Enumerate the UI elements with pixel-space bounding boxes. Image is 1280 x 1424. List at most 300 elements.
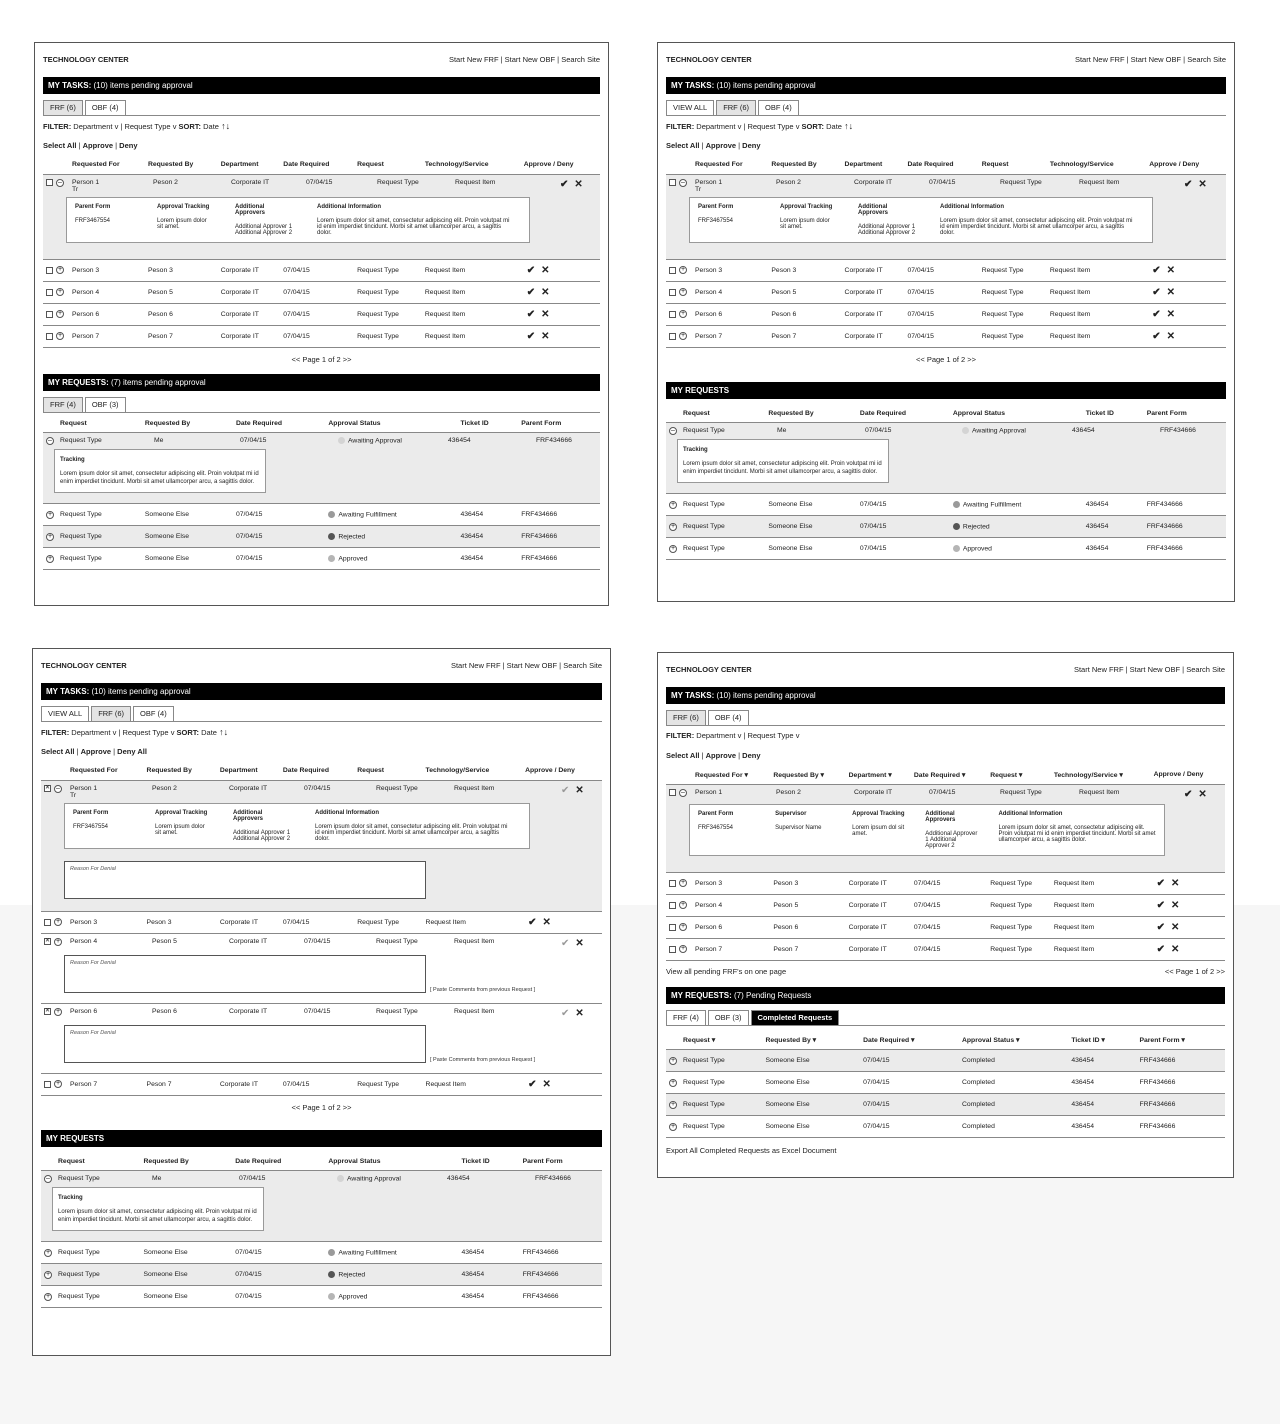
tab-frf[interactable]: FRF (6) [666, 710, 706, 725]
x-icon[interactable]: ✕ [542, 1078, 551, 1090]
prev-page[interactable]: << [291, 354, 301, 364]
tab-frf[interactable]: FRF (6) [716, 100, 756, 115]
ticket-id: 436454 [1083, 516, 1144, 538]
x-icon[interactable]: ✕ [541, 264, 550, 276]
requested-by: Someone Else [762, 1050, 860, 1072]
checkmark-icon[interactable]: ✔ [526, 308, 536, 320]
approval-status: Rejected [325, 1264, 458, 1286]
tab-view-all[interactable]: VIEW ALL [666, 100, 714, 115]
x-icon[interactable]: ✕ [1166, 330, 1176, 342]
parent-form: FRF434666 [1136, 1072, 1225, 1094]
export-link[interactable]: Export All Completed Requests as Excel Document [666, 1146, 837, 1155]
requested-by: Peson 3 [768, 259, 841, 281]
col-requested-by: Requested By [765, 405, 857, 423]
search-site-link[interactable]: Search Site [563, 660, 602, 670]
approval-tracking-value: Lorem ipsum dolor sit amet. [155, 823, 205, 836]
checkmark-icon[interactable]: ✔ [526, 264, 536, 276]
row-checkbox[interactable] [669, 333, 676, 340]
checkmark-icon[interactable]: ✔ [528, 916, 537, 928]
start-obf-link[interactable]: Start New OBF [1129, 664, 1181, 674]
requested-for: Person 3 [67, 911, 144, 933]
request: Request Type [987, 916, 1051, 938]
deny-link[interactable]: Deny [742, 141, 761, 150]
row-checkbox[interactable] [669, 880, 676, 887]
requested-by: Peson 6 [145, 303, 218, 325]
tab-frf[interactable]: FRF (6) [91, 706, 131, 721]
plus-circle-icon[interactable]: + [55, 1007, 61, 1015]
checkmark-icon[interactable]: ✔ [526, 286, 536, 298]
request-type-filter[interactable] [747, 122, 799, 131]
task-tabs [666, 97, 1226, 116]
checkmark-icon[interactable]: ✔ [1152, 330, 1161, 342]
requested-by: Someone Else [142, 526, 233, 548]
col-technology[interactable]: Technology/Service ▾ [1051, 766, 1151, 784]
page-indicator: Page 1 of 2 [302, 354, 341, 364]
plus-circle-icon[interactable]: + [680, 310, 686, 317]
col-date-required[interactable]: Date Required ▾ [860, 1032, 959, 1050]
x-icon[interactable]: ✕ [574, 178, 583, 190]
x-icon[interactable]: ✕ [575, 1007, 584, 1019]
requested-for: Person 3 [69, 259, 145, 281]
department: Corporate IT [842, 303, 905, 325]
tasks-header-row [666, 766, 1225, 784]
tracking-text: Lorem ipsum dolor sit amet, consectetur adipiscing elit. Proin volutpat mi id enim imperdiet tincidunt. Morbi sit amet ullamcorper arcu, a sagittis dolor. [58, 1209, 257, 1223]
col-requested-by[interactable]: Requested By ▾ [770, 766, 845, 784]
table-row [43, 433, 600, 504]
checkmark-icon[interactable]: ✔ [1156, 921, 1165, 933]
task-tabs [666, 707, 1225, 726]
plus-circle-icon[interactable]: + [670, 544, 676, 552]
sort-date[interactable]: Date [826, 122, 842, 131]
additional-info [940, 204, 1136, 236]
requests-table [43, 415, 600, 571]
x-icon[interactable]: ✕ [1166, 264, 1176, 276]
col-parent-form[interactable]: Parent Form ▾ [1136, 1032, 1225, 1050]
col-requested-by[interactable]: Requested By ▾ [762, 1032, 860, 1050]
my-tasks-bar [666, 77, 1226, 94]
plus-circle-icon[interactable]: + [670, 500, 676, 508]
row-checkbox[interactable] [669, 902, 676, 909]
plus-circle-icon[interactable]: + [45, 1248, 51, 1256]
requested-for: Person 6 [69, 303, 145, 325]
approval-tracking [155, 810, 211, 842]
select-all-link[interactable]: Select All [666, 141, 700, 150]
row-checkbox[interactable] [46, 289, 53, 296]
col-request[interactable]: Request ▾ [680, 1032, 762, 1050]
my-requests-title: MY REQUESTS: [48, 377, 109, 387]
table-row [666, 174, 1226, 259]
plus-circle-icon[interactable]: + [680, 923, 686, 930]
x-icon[interactable]: ✕ [541, 330, 550, 342]
status-dot [328, 1249, 335, 1256]
date-required: 07/04/15 [304, 1007, 331, 1015]
plus-circle-icon[interactable]: + [680, 332, 686, 339]
tab-obf[interactable]: OBF (4) [758, 100, 799, 115]
row-checkbox[interactable] [46, 311, 53, 318]
table-row [41, 1171, 602, 1242]
col-ticket-id: Ticket ID [1083, 405, 1144, 423]
requested-for: Person 7 [692, 938, 770, 960]
plus-circle-icon[interactable]: + [680, 879, 686, 886]
row-checkbox[interactable] [46, 267, 53, 274]
plus-circle-icon[interactable]: + [680, 266, 686, 273]
table-row [41, 933, 602, 1003]
col-request: Request [680, 405, 765, 423]
row-checkbox-denied[interactable]: ✕ [45, 938, 51, 944]
checkmark-icon[interactable]: ✔ [560, 178, 569, 190]
status-dot [328, 533, 335, 540]
paste-comments-link[interactable]: [ Paste Comments from previous Request ] [430, 986, 536, 993]
request-type-filter[interactable] [124, 122, 176, 131]
row-checkbox[interactable] [669, 311, 676, 318]
select-all-link[interactable]: Select All [666, 751, 700, 760]
plus-circle-icon[interactable]: + [670, 1122, 676, 1130]
parent-form: FRF434666 [1136, 1050, 1225, 1072]
row-checkbox[interactable] [44, 919, 51, 926]
requested-by: Peson 7 [145, 325, 218, 347]
date-required: 07/04/15 [911, 938, 987, 960]
status-dot [953, 501, 960, 508]
next-page[interactable]: >> [342, 354, 352, 364]
col-date-required: Date Required [904, 156, 978, 174]
plus-circle-icon[interactable]: + [47, 532, 53, 540]
plus-circle-icon[interactable]: + [47, 554, 53, 562]
checkmark-icon[interactable]: ✔ [1152, 286, 1161, 298]
approval-status: Awaiting Approval [337, 1175, 447, 1183]
requested-by: Someone Else [141, 1264, 233, 1286]
col-request[interactable]: Request ▾ [987, 766, 1051, 784]
plus-circle-icon[interactable]: + [57, 288, 63, 295]
requested-by: Peson 7 [768, 325, 841, 347]
row-checkbox[interactable] [669, 924, 676, 931]
requested-by: Someone Else [762, 1116, 860, 1138]
col-date-required[interactable]: Date Required ▾ [911, 766, 987, 784]
col-department[interactable]: Department ▾ [846, 766, 911, 784]
status-dot [328, 1271, 335, 1278]
pagination [666, 348, 1226, 372]
app-title: TECHNOLOGY CENTER [43, 54, 129, 64]
deny-link[interactable]: Deny [119, 141, 138, 150]
table-row [666, 894, 1225, 916]
checkmark-icon[interactable]: ✔ [1156, 943, 1165, 955]
tab-obf[interactable]: OBF (3) [708, 1010, 749, 1025]
reason-for-denial-input[interactable]: Reason For Denial [64, 955, 426, 993]
checkmark-icon[interactable]: ✔ [1184, 178, 1193, 190]
row-checkbox[interactable] [669, 179, 676, 186]
request-tabs [43, 394, 600, 413]
department-filter[interactable] [696, 731, 741, 740]
row-checkbox[interactable] [46, 179, 53, 186]
department: Corporate IT [229, 784, 268, 792]
x-icon[interactable]: ✕ [575, 784, 584, 796]
requested-by: Peson 7 [144, 1073, 217, 1095]
x-icon[interactable]: ✕ [541, 286, 550, 298]
top-links: Start New FRF | Start New OBF | Search Site [1074, 54, 1226, 64]
additional-info-heading: Additional Information [315, 809, 379, 816]
date-required: 07/04/15 [911, 916, 987, 938]
row-checkbox[interactable] [669, 289, 676, 296]
plus-circle-icon[interactable]: + [670, 1078, 676, 1086]
approve-link[interactable]: Approve [705, 751, 737, 760]
minus-circle-icon[interactable]: – [56, 179, 64, 187]
request: Request Type [354, 303, 422, 325]
technology: Request Item [1047, 325, 1146, 347]
wireframe-a [34, 42, 609, 606]
col-date-required: Date Required [232, 1153, 325, 1171]
plus-circle-icon[interactable]: + [55, 937, 61, 945]
row-checkbox[interactable] [669, 946, 676, 953]
sort-date[interactable]: Date [201, 728, 217, 737]
sort-arrows-icon[interactable]: ↑↓ [219, 727, 229, 737]
request: Request Type [680, 1072, 762, 1094]
request: Request Type [987, 872, 1051, 894]
plus-circle-icon[interactable]: + [670, 522, 676, 530]
start-obf-link[interactable]: Start New OBF [504, 54, 556, 64]
supervisor-heading: Supervisor [775, 810, 807, 817]
x-icon[interactable]: ✕ [1170, 921, 1180, 933]
technology: Request Item [1051, 938, 1151, 960]
additional-approvers-heading: Additional Approvers [858, 203, 889, 216]
plus-circle-icon[interactable]: + [57, 310, 63, 317]
requested-by: Someone Else [765, 494, 857, 516]
plus-circle-icon[interactable]: + [680, 945, 686, 952]
date-required: 07/04/15 [860, 1072, 959, 1094]
next-page[interactable]: >> [967, 354, 977, 364]
request: Request Type [1000, 178, 1042, 186]
ticket-id: 436454 [458, 1264, 519, 1286]
row-checkbox[interactable] [669, 789, 676, 796]
checkmark-icon[interactable]: ✔ [561, 937, 570, 949]
x-icon[interactable]: ✕ [1170, 943, 1180, 955]
plus-circle-icon[interactable]: + [55, 918, 61, 925]
prev-page[interactable]: << [291, 1102, 301, 1112]
tab-obf[interactable]: OBF (3) [85, 397, 126, 412]
checkmark-icon[interactable]: ✔ [1156, 899, 1165, 911]
checkmark-icon[interactable]: ✔ [561, 1007, 570, 1019]
checkmark-icon[interactable]: ✔ [1156, 877, 1165, 889]
tab-completed-requests[interactable]: Completed Requests [751, 1010, 840, 1025]
department: Corporate IT [229, 1007, 268, 1015]
row-checkbox[interactable] [46, 333, 53, 340]
request-type-filter[interactable] [747, 731, 799, 740]
x-icon[interactable]: ✕ [542, 916, 551, 928]
plus-circle-icon[interactable]: + [57, 266, 63, 273]
tab-obf[interactable]: OBF (4) [133, 706, 174, 721]
request: Request Type [376, 937, 418, 945]
minus-circle-icon[interactable]: – [679, 179, 687, 187]
technology: Request Item [422, 325, 521, 347]
tab-obf[interactable]: OBF (4) [708, 710, 749, 725]
start-frf-link[interactable]: Start New FRF [448, 54, 499, 64]
approval-status: Awaiting Approval [338, 437, 448, 445]
date-required: 07/04/15 [306, 178, 333, 186]
requested-by: Peson 7 [770, 938, 845, 960]
table-row [666, 516, 1226, 538]
reason-for-denial-input[interactable]: Reason For Denial [64, 861, 426, 899]
tab-obf[interactable]: OBF (4) [85, 100, 126, 115]
table-row [666, 1050, 1225, 1072]
technology: Request Item [422, 259, 521, 281]
department: Corporate IT [846, 938, 911, 960]
col-ticket-id: Ticket ID [458, 1153, 519, 1171]
prev-page[interactable]: << [915, 354, 925, 364]
x-icon[interactable]: ✕ [1198, 788, 1207, 800]
row-checkbox-denied[interactable]: ✕ [45, 1008, 51, 1014]
parent-form: FRF434666 [535, 1175, 571, 1182]
x-icon[interactable]: ✕ [575, 937, 584, 949]
ticket-id: 436454 [458, 1286, 519, 1308]
date-required: 07/04/15 [304, 784, 331, 792]
reason-for-denial-input[interactable]: Reason For Denial [64, 1025, 426, 1063]
next-page[interactable]: >> [1216, 966, 1225, 976]
checkmark-icon[interactable]: ✔ [1184, 788, 1193, 800]
requested-by: Me [152, 1175, 162, 1182]
date-required: 07/04/15 [232, 1286, 325, 1308]
start-obf-link[interactable]: Start New OBF [1130, 54, 1182, 64]
sort-arrows-icon[interactable]: ↑↓ [221, 121, 231, 131]
row-checkbox-denied[interactable]: ✕ [45, 785, 51, 791]
table-row [666, 784, 1225, 872]
plus-circle-icon[interactable]: + [47, 510, 53, 518]
requested-for: Person 1 [695, 788, 723, 796]
sort-label: SORT: [801, 122, 825, 131]
checkmark-icon[interactable]: ✔ [1152, 264, 1161, 276]
filter-label: FILTER: [41, 728, 70, 737]
row-checkbox[interactable] [669, 267, 676, 274]
request: Request Type [680, 1094, 762, 1116]
additional-approvers-heading: Additional Approvers [235, 203, 266, 216]
col-approval-status: Approval Status [950, 405, 1083, 423]
col-parent-form: Parent Form [1144, 405, 1226, 423]
view-all-link[interactable]: View all pending FRF's on one page [666, 966, 787, 976]
department-filter[interactable] [73, 122, 118, 131]
plus-circle-icon[interactable]: + [45, 1292, 51, 1300]
date-required: 07/04/15 [232, 1242, 325, 1264]
col-ticket-id[interactable]: Ticket ID ▾ [1068, 1032, 1136, 1050]
parent-form: FRF434666 [518, 504, 600, 526]
checkmark-icon[interactable]: ✔ [528, 1078, 537, 1090]
page-indicator: Page 1 of 2 [302, 1102, 341, 1112]
start-obf-link[interactable]: Start New OBF [506, 660, 558, 670]
tasks-header-row [43, 156, 600, 174]
parent-form: FRF434666 [1144, 516, 1226, 538]
x-icon[interactable]: ✕ [1166, 308, 1176, 320]
x-icon[interactable]: ✕ [541, 308, 550, 320]
plus-circle-icon[interactable]: + [55, 1080, 61, 1087]
col-approval-status[interactable]: Approval Status ▾ [959, 1032, 1068, 1050]
request: Request Type [55, 1242, 141, 1264]
start-frf-link[interactable]: Start New FRF [1074, 54, 1125, 64]
col-date-required: Date Required [280, 156, 354, 174]
tab-frf[interactable]: FRF (4) [43, 397, 83, 412]
plus-circle-icon[interactable]: + [670, 1056, 676, 1064]
start-frf-link[interactable]: Start New FRF [450, 660, 501, 670]
date-required: 07/04/15 [911, 872, 987, 894]
minus-circle-icon[interactable]: – [669, 427, 677, 435]
department-filter[interactable] [696, 122, 741, 131]
date-required: 07/04/15 [233, 504, 325, 526]
technology: Request Item [422, 303, 521, 325]
row-checkbox[interactable] [44, 1081, 51, 1088]
request-type-filter[interactable] [122, 728, 174, 737]
plus-circle-icon[interactable]: + [680, 288, 686, 295]
request: Request Type [354, 281, 422, 303]
additional-info-value: Lorem ipsum dolor sit amet, consectetur adipiscing elit. Proin volutpat mi id enim imperdiet tincidunt. Morbi sit amet ullamcorper arcu, a sagittis dolor. [940, 217, 1133, 236]
col-requested-for[interactable]: Requested For ▾ [692, 766, 770, 784]
requested-by: Peson 3 [770, 872, 845, 894]
top-links: Start New FRF | Start New OBF | Search Site [450, 660, 602, 670]
plus-circle-icon[interactable]: + [680, 901, 686, 908]
checkmark-icon[interactable]: ✔ [1152, 308, 1161, 320]
parent-form: FRF434666 [1136, 1116, 1225, 1138]
start-frf-link[interactable]: Start New FRF [1073, 664, 1124, 674]
chevron-down-icon: v [112, 728, 117, 737]
department-filter[interactable] [71, 728, 116, 737]
plus-circle-icon[interactable]: + [57, 332, 63, 339]
select-all-link[interactable]: Select All [41, 747, 75, 756]
search-site-link[interactable]: Search Site [1186, 664, 1225, 674]
plus-circle-icon[interactable]: + [670, 1100, 676, 1108]
sort-arrows-icon[interactable]: ↑↓ [844, 121, 854, 131]
sort-date[interactable]: Date [203, 122, 219, 131]
x-icon[interactable]: ✕ [1170, 899, 1180, 911]
table-row [41, 1242, 602, 1264]
approve-link[interactable]: Approve [82, 141, 114, 150]
tab-frf[interactable]: FRF (4) [666, 1010, 706, 1025]
x-icon[interactable]: ✕ [1170, 877, 1180, 889]
deny-link[interactable]: Deny [742, 751, 761, 760]
minus-circle-icon[interactable]: – [679, 789, 687, 797]
x-icon[interactable]: ✕ [1166, 286, 1176, 298]
approve-link[interactable]: Approve [80, 747, 112, 756]
paste-comments-link[interactable]: [ Paste Comments from previous Request ] [430, 1056, 536, 1063]
next-page[interactable]: >> [342, 1102, 352, 1112]
ticket-id: 436454 [457, 504, 518, 526]
tab-view-all[interactable]: VIEW ALL [41, 706, 89, 721]
additional-info-value: Lorem ipsum dolor sit amet, consectetur adipiscing elit. Proin volutpat mi id enim imperdiet tincidunt. Morbi sit amet ullamcorper arcu, a sagittis dolor. [315, 823, 508, 842]
minus-circle-icon[interactable]: – [44, 1175, 52, 1183]
approval-tracking [157, 204, 213, 236]
technology: Request Item [1047, 281, 1146, 303]
minus-circle-icon[interactable]: – [46, 437, 54, 445]
x-icon[interactable]: ✕ [1198, 178, 1207, 190]
date-required: 07/04/15 [233, 548, 325, 570]
table-row [41, 1003, 602, 1073]
search-site-link[interactable]: Search Site [1187, 54, 1226, 64]
date-required: 07/04/15 [860, 1050, 959, 1072]
additional-approvers-heading: Additional Approvers [233, 809, 264, 822]
deny-all-link[interactable]: Deny All [117, 747, 147, 756]
department: Corporate IT [217, 911, 280, 933]
request-type-filter-label: Request Type [747, 122, 794, 131]
checkmark-icon[interactable]: ✔ [526, 330, 536, 342]
date-required: 07/04/15 [280, 281, 354, 303]
tab-frf[interactable]: FRF (6) [43, 100, 83, 115]
approval-status: Completed [959, 1072, 1068, 1094]
department: Corporate IT [846, 916, 911, 938]
minus-circle-icon[interactable]: – [54, 785, 62, 793]
requested-by: Someone Else [142, 504, 233, 526]
checkmark-icon[interactable]: ✔ [561, 784, 570, 796]
approve-link[interactable]: Approve [705, 141, 737, 150]
col-request: Request [55, 1153, 141, 1171]
select-all-link[interactable]: Select All [43, 141, 77, 150]
additional-info [315, 810, 511, 842]
search-site-link[interactable]: Search Site [561, 54, 600, 64]
prev-page[interactable]: << [1164, 966, 1174, 976]
plus-circle-icon[interactable]: + [45, 1270, 51, 1278]
col-requested-for: Requested For [69, 156, 145, 174]
